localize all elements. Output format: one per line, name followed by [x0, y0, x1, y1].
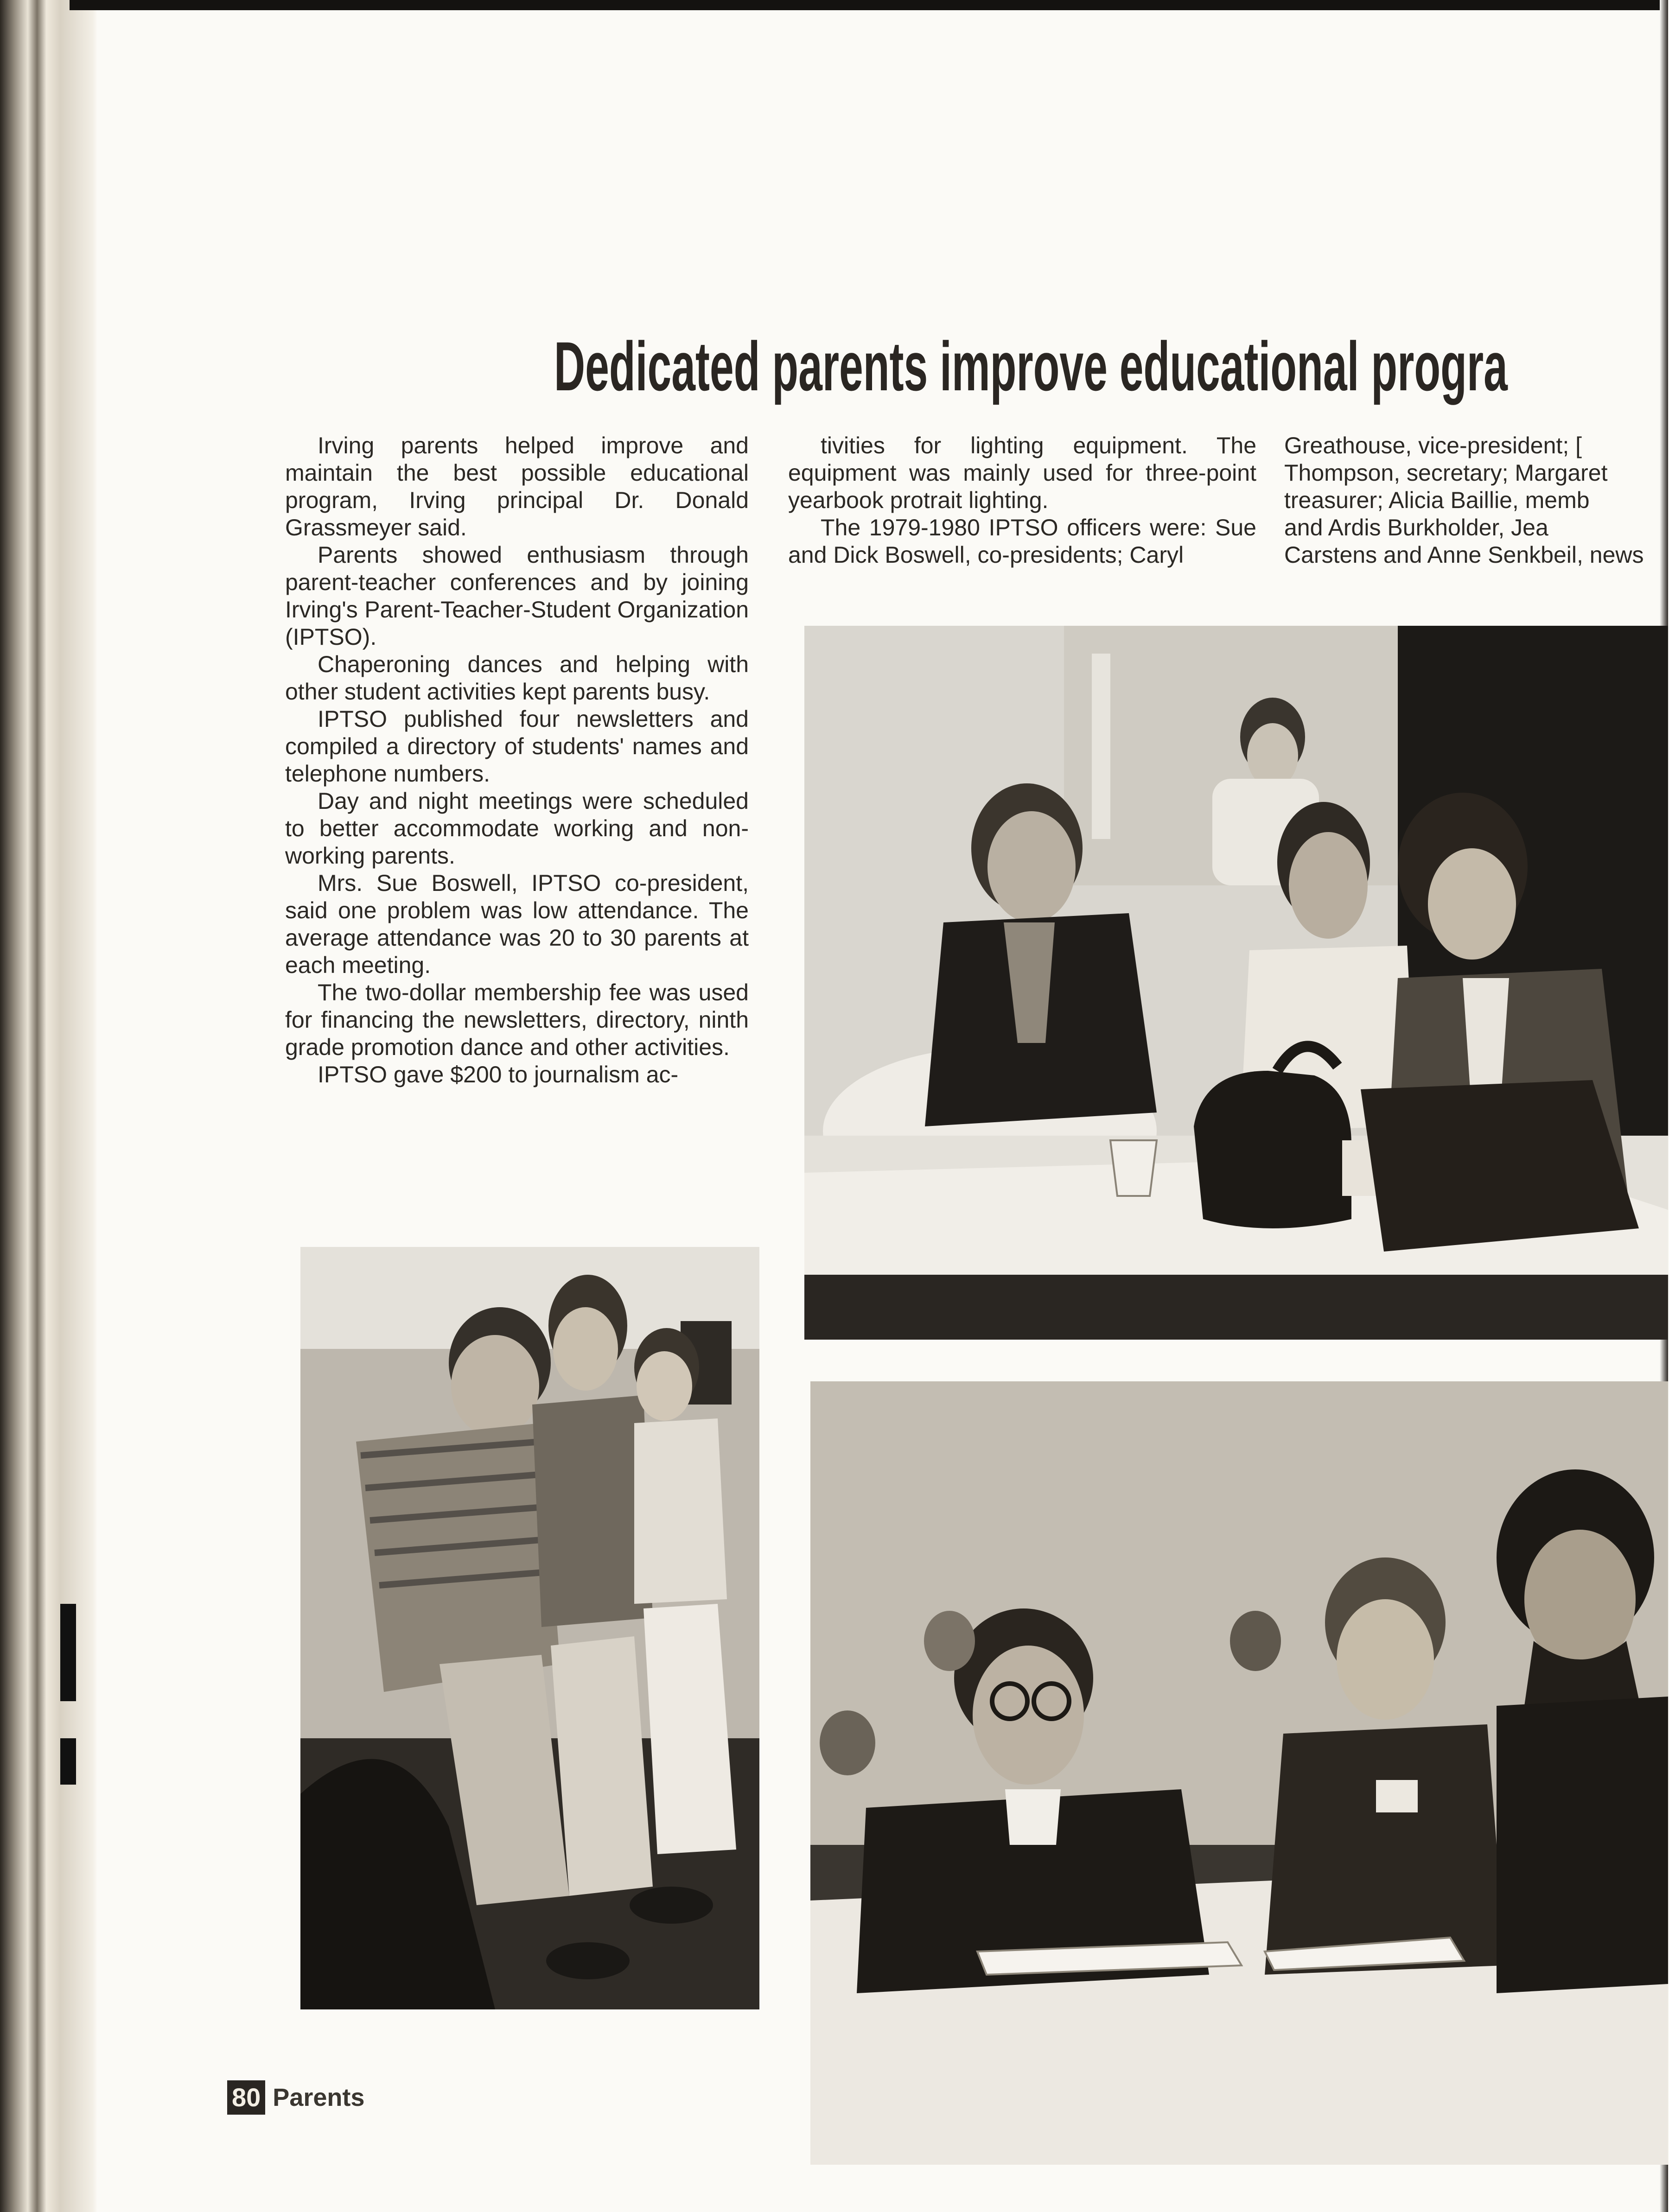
page-footer	[227, 2079, 364, 2116]
paragraph: tivities for lighting equipment. The equipment was mainly used for three-point yearbook protrait lighting.	[788, 432, 1256, 513]
text-line: treasurer; Alicia Baillie, memb	[1284, 487, 1590, 513]
text-column-2	[788, 432, 1256, 569]
text-column-3	[1284, 432, 1669, 627]
page-number: 80	[227, 2080, 265, 2115]
paragraph: The 1979-1980 IPTSO officers were: Sue and Dick Boswell, co-presidents; Caryl	[788, 515, 1256, 568]
section-title: Parents	[273, 2084, 365, 2111]
paragraph: Irving parents helped improve and maintain the best possible educational program, Irving principal Dr. Donald Grassmeyer said.	[285, 432, 749, 540]
paragraph: The two-dollar membership fee was used for financing the newsletters, directory, ninth grade promotion dance and other activities.	[285, 979, 749, 1060]
edge-tab-mark	[60, 1604, 76, 1701]
paragraph: Parents showed enthusiasm through parent-teacher conferences and by joining Irving's Parent-Teacher-Student Organization (IPTSO).	[285, 542, 749, 650]
text-line: Thompson, secretary; Margaret	[1284, 460, 1608, 486]
text-line: Greathouse, vice-president; [	[1284, 432, 1582, 458]
top-border-rule	[70, 0, 1668, 10]
paragraph: IPTSO published four newsletters and compiled a directory of students' names and telephone numbers.	[285, 706, 749, 787]
paragraph: IPTSO gave $200 to journalism ac-	[318, 1062, 679, 1087]
photo-parents-reading	[810, 1381, 1668, 2165]
text-line: and Ardis Burkholder, Jea	[1284, 515, 1548, 540]
photo-parents-at-table	[804, 626, 1668, 1340]
book-spine-edge	[0, 0, 97, 2212]
text-column-1	[285, 432, 749, 1088]
page-headline: Dedicated parents improve educational progra	[554, 327, 1508, 405]
paragraph: Mrs. Sue Boswell, IPTSO co-president, said one problem was low attendance. The average attendance was 20 to 30 parents at each meeting.	[285, 870, 749, 978]
paragraph: Chaperoning dances and helping with other student activities kept parents busy.	[285, 651, 749, 705]
text-line: Carstens and Anne Senkbeil, news	[1284, 542, 1644, 568]
edge-tab-mark	[60, 1738, 76, 1785]
photo-seated-audience	[300, 1247, 759, 2009]
paragraph: Day and night meetings were scheduled to better accommodate working and non-working parents.	[285, 788, 749, 869]
